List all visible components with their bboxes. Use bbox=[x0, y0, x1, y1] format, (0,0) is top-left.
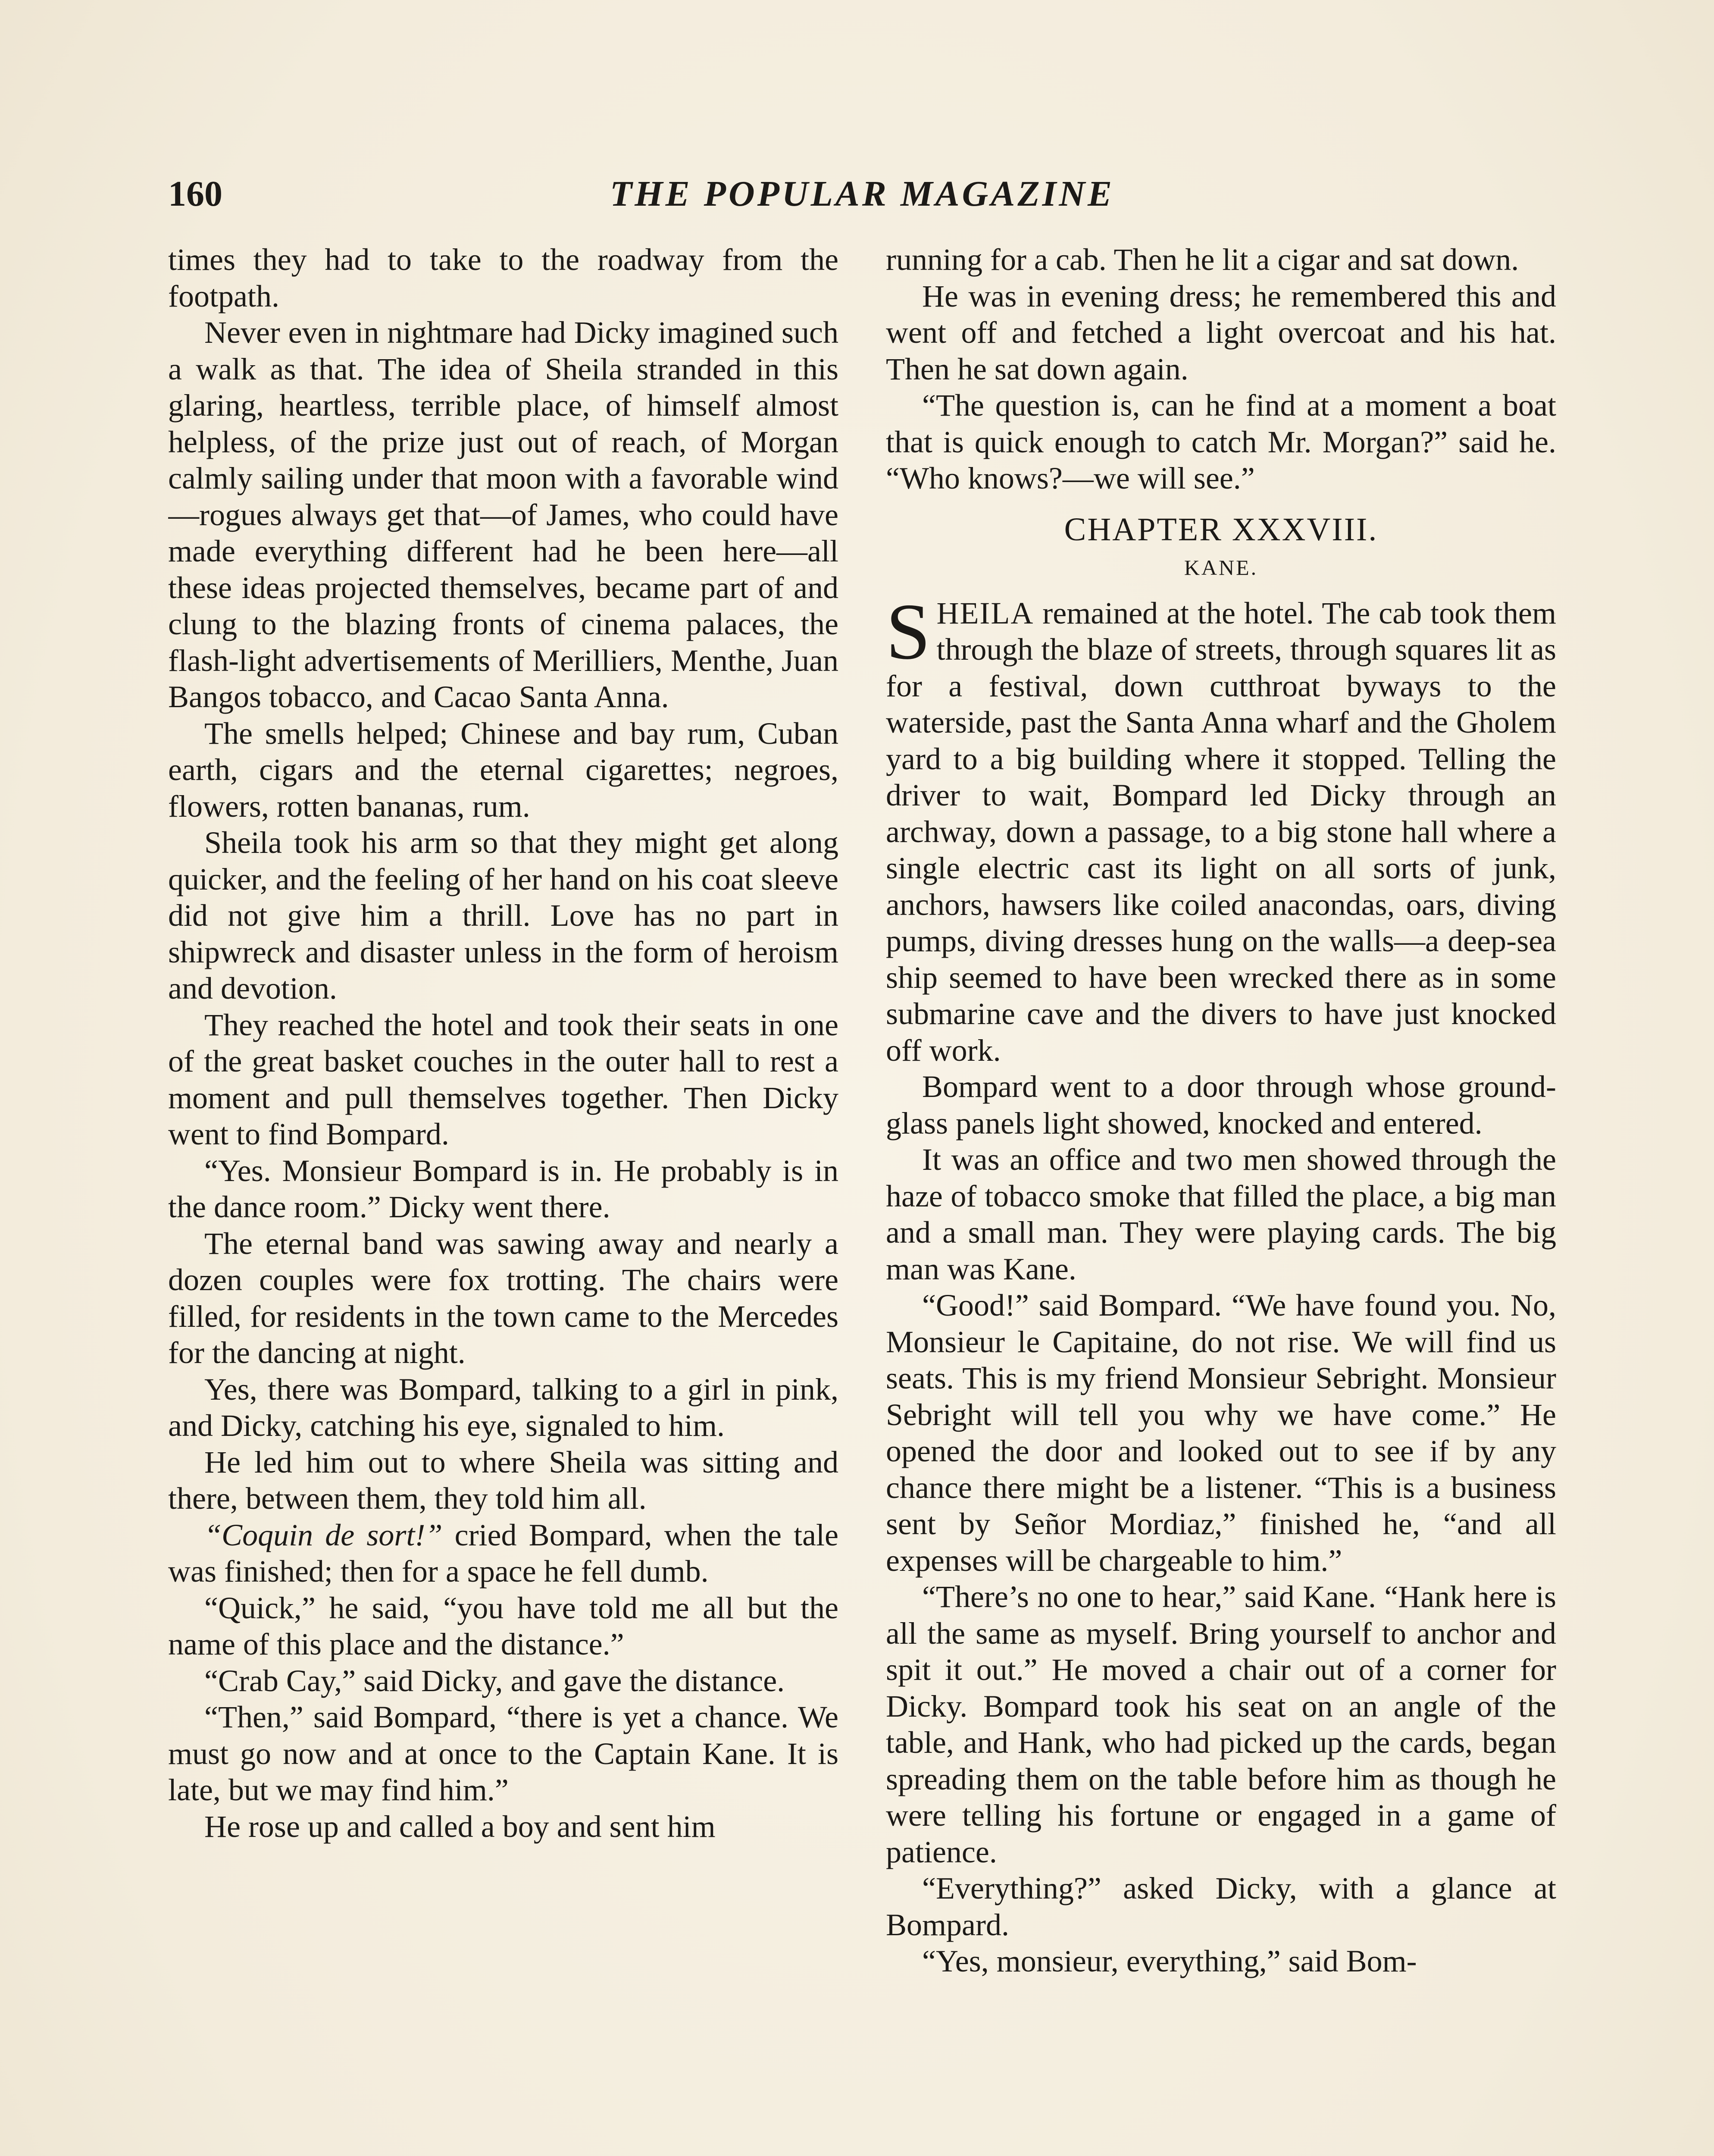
paragraph: Yes, there was Bompard, talking to a girl in pink, and Dicky, catching his eye, signaled to him. bbox=[168, 1372, 838, 1443]
paragraph: “Yes, monsieur, everything,” said Bom- bbox=[922, 1944, 1417, 1978]
chapter-title: CHAPTER XXXVIII. bbox=[1064, 511, 1378, 548]
italic-exclamation: “Coquin de sort!” bbox=[204, 1517, 443, 1552]
chapter-subtitle: KANE. bbox=[1184, 555, 1258, 580]
drop-cap: S bbox=[886, 587, 931, 676]
exclamation-rest: cried Bompard, when the tale was finished; then for a space he fell dumb. bbox=[168, 1517, 838, 1589]
paragraph: “Good!” said Bompard. “We have found you. No, Monsieur le Capitaine, do not rise. We will find us seats. This is my friend Monsieur Sebright. Monsieur Sebright will tell you why we have come.” He opened the door and looked out to see if by any chance there might be a listener. “This is a business sent by Señor Mordiaz,” finished he, “and all expenses will be chargeable to him.” bbox=[886, 1288, 1556, 1578]
paragraph: Bompard went to a door through whose ground-glass panels light showed, knocked and entered. bbox=[886, 1069, 1556, 1141]
paragraph: “Quick,” he said, “you have told me all but the name of this place and the distance.” bbox=[168, 1590, 838, 1661]
paragraph: “Crab Cay,” said Dicky, and gave the distance. bbox=[204, 1663, 785, 1698]
paragraph: They reached the hotel and took their seats in one of the great basket couches in the outer hall to rest a moment and pull themselves together. Then Dicky went to find Bompard. bbox=[168, 1007, 838, 1151]
left-column bbox=[168, 241, 838, 2156]
paragraph: It was an office and two men showed through the haze of tobacco smoke that filled the place, a big man and a small man. They were playing cards. The big man was Kane. bbox=[886, 1142, 1556, 1286]
page-number: 160 bbox=[168, 174, 222, 214]
paragraph: “There’s no one to hear,” said Kane. “Hank here is all the same as myself. Bring yourself to anchor and spit it out.” He moved a chair out of a corner for Dicky. Bompard took his seat on an angle of the table, and Hank, who had picked up the cards, began spreading them on the table before him as though he were telling his fortune or engaged in a game of patience. bbox=[886, 1579, 1556, 1869]
paragraph: times they had to take to the roadway from the footpath. bbox=[168, 242, 838, 313]
running-head: THE POPULAR MAGAZINE bbox=[610, 174, 1115, 214]
chapter-opening-paragraph bbox=[886, 587, 1556, 1069]
first-word: HEILA bbox=[936, 595, 1034, 630]
right-column bbox=[886, 241, 1556, 2156]
paragraph: He was in evening dress; he remembered this and went off and fetched a light overcoat and his hat. Then he sat down again. bbox=[886, 279, 1556, 386]
opening-text: remained at the hotel. The cab took them through the blaze of streets, through squares lit as for a festival, down cutthroat byways to the waterside, past the Santa Anna wharf and the Gholem yard to a big building where it stopped. Telling the driver to wait, Bompard led Dicky through an archway, down a passage, to a big stone hall where a single electric cast its light on all sorts of junk, anchors, hawsers like coiled anacondas, oars, diving pumps, diving dresses hung on the walls—a deep-sea ship seemed to have been wrecked there as in some submarine cave and the divers to have just knocked off work. bbox=[886, 595, 1556, 1068]
paragraph: The smells helped; Chinese and bay rum, Cuban earth, cigars and the eternal cigarettes; negroes, flowers, rotten bananas, rum. bbox=[168, 716, 838, 824]
paragraph: Never even in nightmare had Dicky imagined such a walk as that. The idea of Sheila stranded in this glaring, heartless, terrible place, of himself almost helpless, of the prize just out of reach, of Morgan calmly sailing under that moon with a favorable wind—rogues always get that—of James, who could have made everything different had he been here—all these ideas projected themselves, became part of and clung to the blazing fronts of cinema palaces, the flash-light advertisements of Merilliers, Menthe, Juan Bangos tobacco, and Cacao Santa Anna. bbox=[168, 315, 838, 714]
paragraph: “Yes. Monsieur Bompard is in. He probably is in the dance room.” Dicky went there. bbox=[168, 1153, 838, 1224]
paragraph: “The question is, can he find at a moment a boat that is quick enough to catch Mr. Morgan?” said he. “Who knows?—we will see.” bbox=[886, 388, 1556, 495]
paragraph: The eternal band was sawing away and nearly a dozen couples were fox trotting. The chairs were filled, for residents in the town came to the Mercedes for the dancing at night. bbox=[168, 1226, 838, 1370]
paragraph: “Everything?” asked Dicky, with a glance at Bompard. bbox=[886, 1871, 1556, 1942]
paragraph-exclamation bbox=[168, 1517, 838, 1590]
paragraph: Sheila took his arm so that they might get along quicker, and the feeling of her hand on his coat sleeve did not give him a thrill. Love has no part in shipwreck and disaster unless in the form of heroism and devotion. bbox=[168, 825, 838, 1006]
page-header bbox=[168, 170, 1556, 218]
paragraph: He led him out to where Sheila was sitting and there, between them, they told him all. bbox=[168, 1445, 838, 1516]
text-columns bbox=[168, 241, 1556, 2156]
paragraph: He rose up and called a boy and sent him bbox=[204, 1809, 716, 1844]
paragraph: running for a cab. Then he lit a cigar and sat down. bbox=[886, 242, 1519, 277]
paragraph: “Then,” said Bompard, “there is yet a chance. We must go now and at once to the Captain Kane. It is late, but we may find him.” bbox=[168, 1700, 838, 1807]
